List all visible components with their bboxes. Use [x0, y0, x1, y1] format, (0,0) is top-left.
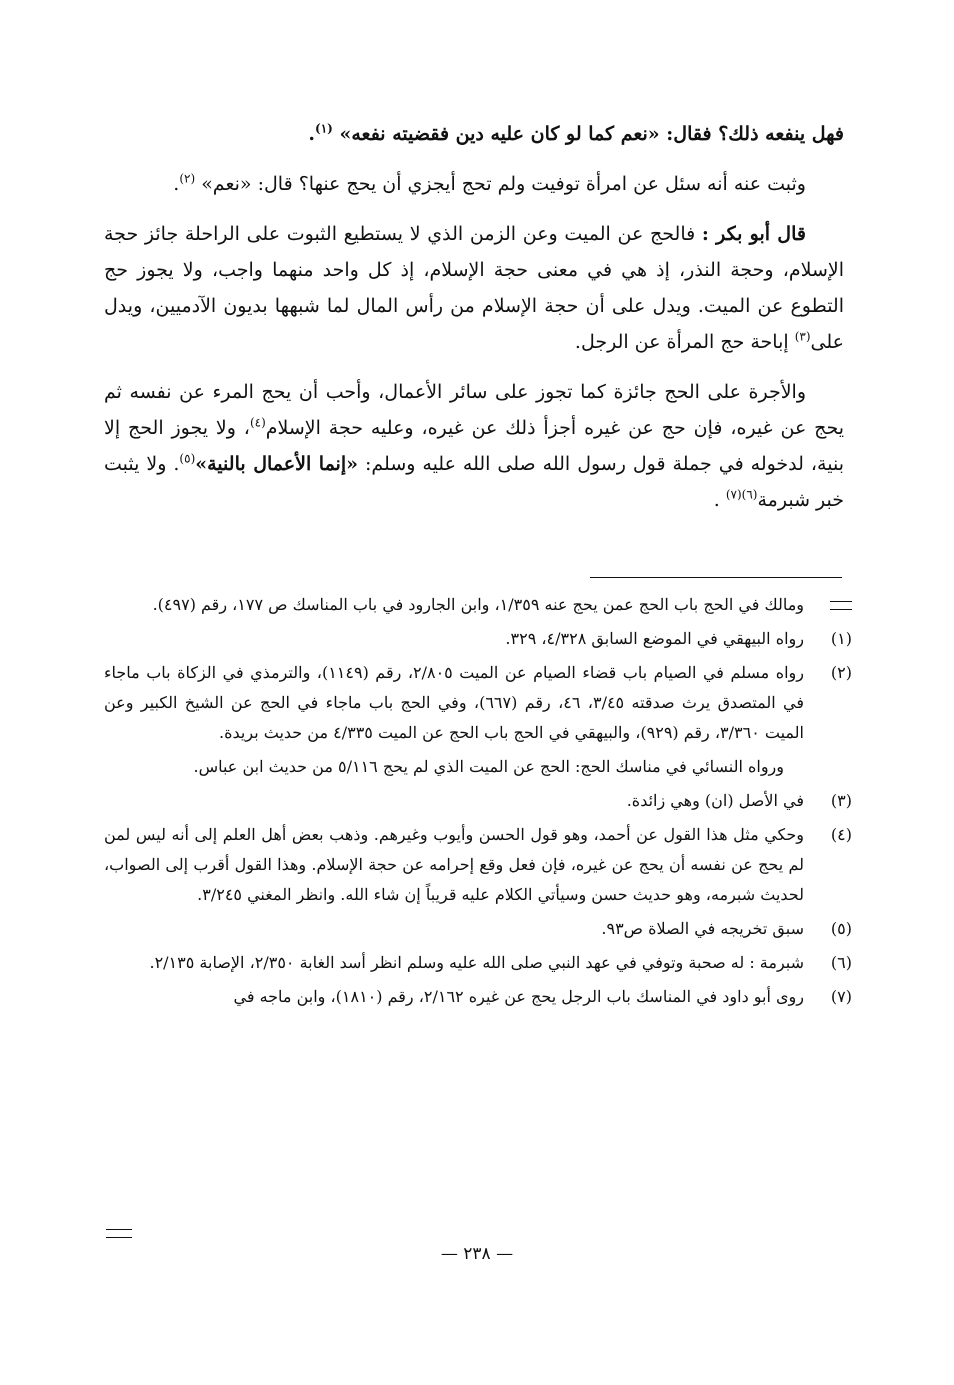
paragraph-2-end: .	[173, 173, 180, 195]
footnote-5	[104, 914, 852, 944]
footnote-ref-5: (٥)	[179, 451, 196, 466]
footnote-text: سبق تخريجه في الصلاة ص٩٣.	[601, 919, 804, 938]
footnote-number: (١)	[830, 629, 852, 648]
hadith-quote: «إنما الأعمال بالنية»	[195, 453, 358, 475]
footnote-2-extra: ورواه النسائي في مناسك الحج: الحج عن الميت الذي لم يحج ٥/١١٦ من حديث ابن عباس.	[193, 757, 784, 776]
footnote-continuation-text: ومالك في الحج باب الحج عمن يحج عنه ١/٣٥٩، وابن الجارود في باب المناسك ص ١٧٧، رقم (٤٩٧).	[152, 595, 804, 614]
footnote-ref-6: (٦)	[741, 487, 758, 502]
author-lead: قال أبو بكر :	[701, 223, 806, 245]
footnote-number: (٤)	[830, 825, 852, 844]
footnote-1	[104, 624, 852, 654]
paragraph-3-text-a: فالحج عن الميت وعن الزمن الذي لا يستطيع الثبوت على الراحلة جائز حجة الإسلام، وحجة النذر، إذ هي في معنى حجة الإسلام، إذ كل واحد منهما واجب، ولا يجوز حج التطوع عن الميت. ويدل على أن حجة الإسلام من رأس المال لما شبهها بديون الآدميين، ويدل على	[104, 223, 844, 353]
footnote-text: رواه البيهقي في الموضع السابق ٤/٣٢٨، ٣٢٩.	[505, 629, 804, 648]
footnote-text: رواه مسلم في الصيام باب قضاء الصيام عن الميت ٢/٨٠٥، رقم (١١٤٩)، والترمذي في الزكاة باب ماجاء في المتصدق يرث صدقته ٣/٤٥، ٤٦، رقم (٦٦٧)، وفي الحج باب ماجاء في الحج عن الشيخ الكبير وعن الميت ٣/٣٦٠، رقم (٩٢٩)، والبيهقي في الحج باب الحج عن الميت ٤/٣٣٥ من حديث بريدة.	[104, 663, 805, 742]
footnote-number: (٢)	[830, 663, 852, 682]
paragraph-4-end: .	[713, 489, 726, 511]
footnote-text: شبرمة : له صحبة وتوفي في عهد النبي صلى الله عليه وسلم انظر أسد الغابة ٢/٣٥٠، الإصابة ٢/١٣٥.	[149, 953, 804, 972]
continued-mark	[106, 1229, 132, 1238]
footnote-number: (٥)	[830, 919, 852, 938]
footnote-separator	[590, 577, 842, 578]
footnote-text: وحكي مثل هذا القول عن أحمد، وهو قول الحسن وأيوب وغيرهم. وذهب بعض أهل العلم إلى أنه ليس لمن لم يحج عن نفسه أن يحج عن غيره، فإن فعل وقع إحرامه عن حجة الإسلام. وهذا القول أقرب إلى الصواب، لحديث شبرمه، وهو حديث حسن وسيأتي الكلام عليه قريباً إن شاء الله. وانظر المغني ٣/٢٤٥.	[104, 825, 804, 904]
footnote-text: في الأصل (ان) وهي زائدة.	[626, 791, 804, 810]
paragraph-4-text-a: والأجرة على الحج جائزة كما تجوز على سائر الأعمال، وأحب أن يحج المرء عن نفسه ثم يحج عن غيره، فإن حج عن غيره أجزأ ذلك عن غيره، وعليه حجة الإسلام	[104, 381, 844, 439]
footnote-continuation	[104, 590, 852, 620]
paragraph-3-text-b: إباحة حج المرأة عن الرجل.	[574, 331, 795, 353]
footnote-4	[104, 820, 852, 910]
footnote-2	[104, 658, 852, 748]
footnote-number: (٣)	[830, 791, 852, 810]
footnote-ref-2: (٢)	[179, 171, 196, 186]
paragraph-2-text: وثبت عنه أنه سئل عن امرأة توفيت ولم تحج أيجزي أن يحج عنها؟ قال: «نعم»	[201, 173, 806, 195]
paragraph-1	[104, 116, 844, 152]
footnote-text: روى أبو داود في المناسك باب الرجل يحج عن غيره ٢/١٦٢، رقم (١٨١٠)، وابن ماجه في	[233, 987, 804, 1006]
continuation-mark	[804, 590, 852, 620]
footnote-ref-1: (١)	[315, 121, 333, 136]
footnote-number: (٧)	[830, 987, 852, 1006]
paragraph-3	[104, 216, 844, 360]
paragraph-4-text-b: ، ولا يجوز الحج إلا بنية، لدخوله في جملة قول رسول الله صلى الله عليه وسلم:	[104, 417, 844, 475]
footnote-ref-3: (٣)	[794, 329, 811, 344]
footnote-ref-4: (٤)	[249, 415, 266, 430]
paragraph-2	[104, 166, 844, 202]
footnote-number: (٦)	[830, 953, 852, 972]
main-text	[104, 116, 844, 532]
footnote-7	[104, 982, 852, 1012]
paragraph-4-text-c: . ولا يثبت خبر شبرمة	[104, 453, 844, 511]
footnote-ref-7: (٧)	[725, 487, 742, 502]
paragraph-1-text: فهل ينفعه ذلك؟ فقال: «نعم كما لو كان عليه دين فقضيته نفعه»	[339, 123, 844, 145]
paragraph-4	[104, 374, 844, 518]
footnotes	[104, 590, 852, 1016]
paragraph-1-end: .	[308, 123, 316, 145]
footnote-3	[104, 786, 852, 816]
page-number: — ٢٣٨ —	[440, 1244, 514, 1264]
footnote-6	[104, 948, 852, 978]
